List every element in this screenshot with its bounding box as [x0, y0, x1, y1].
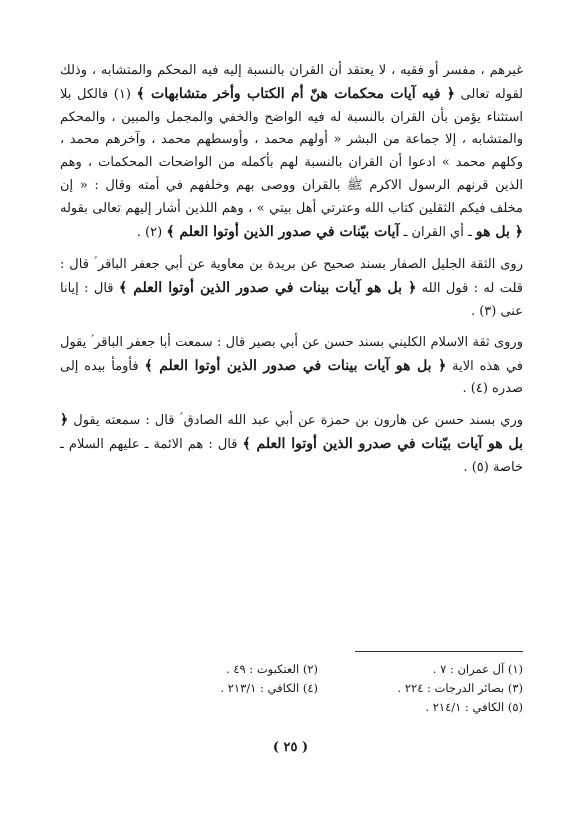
page-body	[60, 60, 523, 488]
footnote-separator	[355, 651, 523, 652]
quran-verse: ﴿ بل هو آيات بينات في صدور الذين أوتوا العلم ﴾	[144, 357, 447, 374]
paragraph-4	[60, 409, 523, 479]
quran-verse: ﴿ بل هو	[475, 223, 523, 240]
footnote-column-left	[138, 660, 318, 717]
footnote-2: (٢) العنكبوت : ٤٩ .	[226, 662, 318, 676]
footnote-column-right	[343, 660, 523, 717]
text-run: (١) فالكل بلا استثناء يؤمن بأن القران بالنسبة له فيه الواضح والخفي والمجمل والمبين ، والمحكم والمتشابه ، إلا جماعة من البشر « أولهم محمد ، وأوسطهم محمد ، وآخرهم محمد ، وكلهم محمد » ادعوا أن القران بالنسبة لهم بأكمله من الواضحات المحكمات ، وهم الذين قرنهم الرسول الاكرم ﷺ بالقران ووصى بهم وخلفهم في أمته وقال : « إن مخلف فيكم الثقلين كتاب الله وعترتي أهل بيتي » ، وهم اللذين أشار إليهم تعالى بقوله	[60, 86, 523, 216]
footnote-1: (١) آل عمران : ٧ .	[432, 662, 523, 676]
page-number: ( ٢٥ )	[272, 740, 309, 755]
footnote-3: (٣) بصائر الدرجات : ٢٢٤ .	[397, 681, 523, 695]
footnote-4: (٤) الكافي : ٢١٣/١ .	[220, 681, 318, 695]
footnote-columns	[60, 660, 523, 717]
quran-verse: آيات بيّنات في صدور الذين أوتوا العلم ﴾	[166, 223, 400, 240]
text-run: قال : هم الائمة ـ عليهم السلام ـ خاصة (٥) .	[60, 436, 523, 475]
quran-verse: ﴿ بل هو آيات بيّنات في صدرو الذين أوتوا العلم ﴾	[60, 412, 523, 452]
text-run: روى الثقة الجليل الصفار بسند صحيح عن بريدة بن معاوية عن أبي جعفر الباقر ؑ قال : قلت له : قول الله	[60, 257, 523, 297]
paragraph-2	[60, 254, 523, 323]
text-run: غيرهم ، مفسر أو فقيه ، لا يعتقد أن القران بالنسبة إليه فيه المحكم والمتشابه ، وذلك لقوله تعالى	[60, 63, 523, 102]
text-run: (٢) .	[136, 224, 167, 240]
footnote-5: (٥) الكافي : ٢١٤/١ .	[425, 700, 523, 714]
text-run: وروى ثقة الاسلام الكليني بسند حسن عن أبي بصير قال : سمعت أبا جعفر الباقر ؑ يقول في هذه الاية	[60, 334, 523, 374]
text-run: ـ أي القران ـ	[399, 224, 476, 240]
text-run: فأومأ بيده إلى صدره (٤) .	[60, 358, 523, 397]
quran-verse: ﴿ فيه آيات محكمات هنّ أم الكتاب وأخر متشابهات ﴾	[136, 85, 455, 102]
text-run: وري بسند حسن عن هارون بن حمزة عن أبي عبد الله الصادق ؑ قال : سمعته يقول	[68, 413, 523, 429]
quran-verse: ﴿ بل هو آيات بينات في صدور الذين أوتوا العلم ﴾	[118, 280, 417, 297]
footnotes	[60, 660, 523, 717]
paragraph-1	[60, 60, 523, 244]
paragraph-3	[60, 332, 523, 401]
text-run: قال : إيانا عنى (٣) .	[60, 281, 523, 319]
